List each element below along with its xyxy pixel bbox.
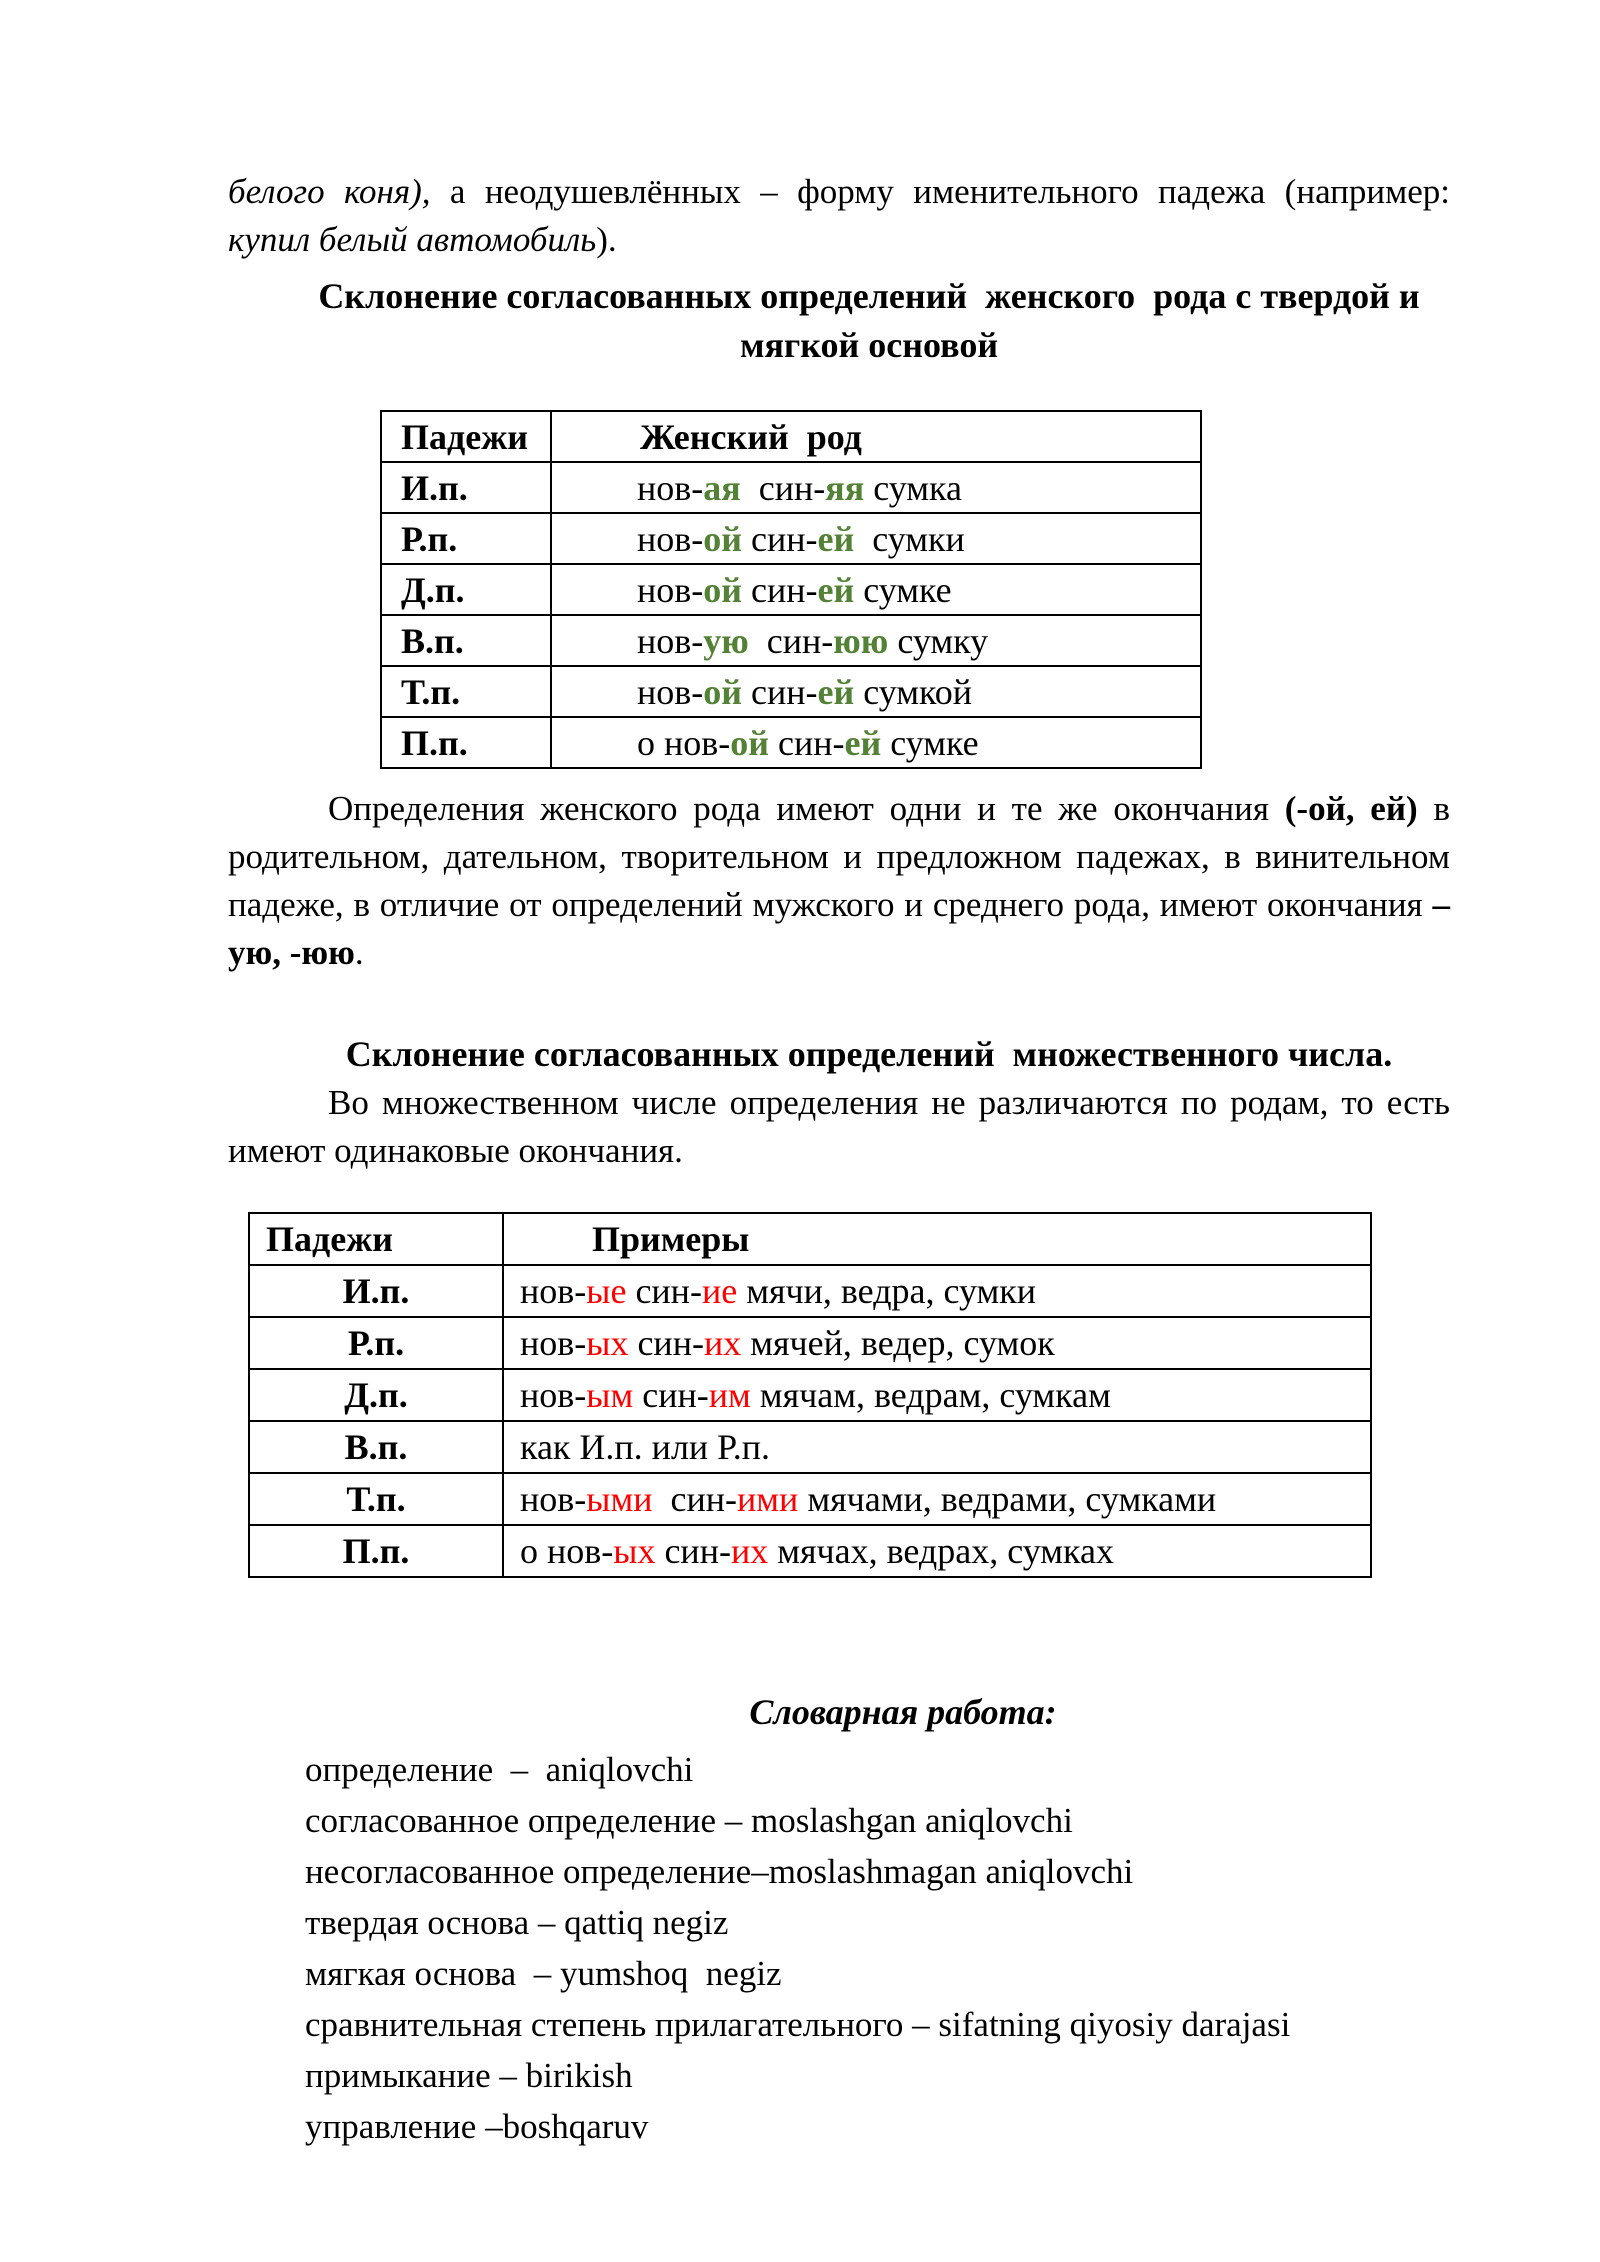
colored-ending: им <box>708 1375 751 1415</box>
case-label: П.п. <box>381 717 551 768</box>
feminine-declension-table <box>380 410 1202 769</box>
colored-ending: ей <box>817 569 855 610</box>
heading-plural-declension: Склонение согласованных определений множественного числа. <box>345 1034 1393 1074</box>
text-segment: нов- <box>520 1323 587 1363</box>
text-segment: . <box>354 933 364 972</box>
text-segment: син- <box>769 722 845 763</box>
text-segment: Определения женского рода имеют одни и те же окончания <box>328 789 1285 828</box>
vocabulary-list <box>305 1744 1450 2152</box>
text-segment: син- <box>633 1375 709 1415</box>
text-segment: сумке <box>881 722 979 763</box>
colored-ending: ая <box>703 467 741 508</box>
colored-ending: ыми <box>586 1479 653 1519</box>
colored-ending: ей <box>844 722 882 763</box>
text-segment: о нов- <box>637 722 731 763</box>
colored-ending: их <box>703 1323 742 1363</box>
examples-column-header: Примеры <box>503 1213 1371 1265</box>
text-segment: о нов- <box>520 1531 614 1571</box>
colored-ending: ие <box>701 1271 738 1311</box>
colored-ending: ые <box>586 1271 627 1311</box>
cases-column-header: Падежи <box>249 1213 503 1265</box>
example-cell <box>551 666 1201 717</box>
text-segment: купил белый автомобиль <box>228 220 597 259</box>
colored-ending: ую <box>703 620 749 661</box>
example-cell <box>503 1473 1371 1525</box>
text-segment: сумка <box>864 467 962 508</box>
case-label: Д.п. <box>381 564 551 615</box>
text-segment: син- <box>742 518 818 559</box>
text-segment: син- <box>748 620 834 661</box>
text-segment: мячами, ведрами, сумками <box>798 1479 1217 1519</box>
example-cell <box>551 615 1201 666</box>
vocabulary-item: несогласованное определение–moslashmagan aniqlovchi <box>305 1852 1134 1891</box>
text-segment: сумке <box>854 569 952 610</box>
vocabulary-item: управление –boshqaruv <box>305 2107 649 2146</box>
text-segment: мячах, ведрах, сумках <box>768 1531 1114 1571</box>
text-segment: нов- <box>637 620 704 661</box>
text-segment: а неодушевлённых – форму именительного падежа (например: <box>449 172 1451 211</box>
colored-ending: яя <box>825 467 865 508</box>
colored-ending: ой <box>730 722 770 763</box>
case-label: В.п. <box>249 1421 503 1473</box>
text-segment: мячам, ведрам, сумкам <box>750 1375 1111 1415</box>
text-segment: белого коня), <box>228 172 450 211</box>
table-row <box>381 564 1201 615</box>
text-segment: син- <box>628 1323 704 1363</box>
vocabulary-item: определение – aniqlovchi <box>305 1750 694 1789</box>
text-segment: мячей, ведер, сумок <box>741 1323 1055 1363</box>
colored-ending: ых <box>586 1323 629 1363</box>
vocabulary-item: примыкание – birikish <box>305 2056 633 2095</box>
text-segment: –ую, -юю <box>228 885 1450 972</box>
text-segment: син- <box>626 1271 702 1311</box>
case-label: И.п. <box>249 1265 503 1317</box>
text-segment: нов- <box>637 569 704 610</box>
feminine-endings-paragraph <box>228 785 1450 977</box>
case-label: Т.п. <box>381 666 551 717</box>
vocabulary-item: сравнительная степень прилагательного – sifatning qiyosiy darajasi <box>305 2005 1291 2044</box>
colored-ending: ей <box>817 518 855 559</box>
text-segment: в родительном, дательном, творительном и предложном падежах, в винительном падеже, в отличие от определений мужского и среднего рода, имеют окончания <box>228 789 1450 924</box>
text-segment: (-ой, ей) <box>1284 789 1418 828</box>
table-header-row <box>381 411 1201 462</box>
text-segment: сумки <box>854 518 965 559</box>
colored-ending: их <box>730 1531 769 1571</box>
example-cell <box>503 1421 1371 1473</box>
table-row <box>381 513 1201 564</box>
plural-declension-table <box>248 1212 1372 1578</box>
case-label: Д.п. <box>249 1369 503 1421</box>
text-segment: син- <box>742 671 818 712</box>
colored-ending: ой <box>703 518 743 559</box>
case-label: И.п. <box>381 462 551 513</box>
text-segment: как И.п. или Р.п. <box>520 1427 770 1467</box>
text-segment: нов- <box>520 1271 587 1311</box>
text-segment: мячи, ведра, сумки <box>737 1271 1037 1311</box>
table-row <box>249 1317 1371 1369</box>
plural-intro-paragraph: Во множественном числе определения не различаются по родам, то есть имеют одинаковые окончания. <box>228 1083 1450 1170</box>
colored-ending: ым <box>586 1375 634 1415</box>
case-label: Р.п. <box>381 513 551 564</box>
text-segment: нов- <box>637 467 704 508</box>
intro-paragraph <box>228 168 1450 264</box>
table-row <box>381 615 1201 666</box>
vocabulary-title: Словарная работа: <box>749 1692 1057 1732</box>
table-row <box>249 1265 1371 1317</box>
text-segment: нов- <box>520 1479 587 1519</box>
colored-ending: ой <box>703 569 743 610</box>
example-cell <box>551 717 1201 768</box>
table-row <box>249 1525 1371 1577</box>
heading-feminine-declension: Склонение согласованных определений женского рода с твердой и мягкой основой <box>318 276 1429 365</box>
example-cell <box>551 564 1201 615</box>
table-row <box>381 717 1201 768</box>
example-cell <box>551 462 1201 513</box>
table-header-row <box>249 1213 1371 1265</box>
text-segment: син- <box>742 569 818 610</box>
example-cell <box>503 1525 1371 1577</box>
example-cell <box>503 1369 1371 1421</box>
text-segment: син- <box>655 1531 731 1571</box>
text-segment: ). <box>596 220 617 259</box>
table-row <box>249 1473 1371 1525</box>
example-cell <box>503 1317 1371 1369</box>
example-cell <box>503 1265 1371 1317</box>
case-label: Р.п. <box>249 1317 503 1369</box>
table-row <box>249 1369 1371 1421</box>
text-segment: нов- <box>520 1375 587 1415</box>
cases-column-header: Падежи <box>381 411 551 462</box>
table-row <box>381 462 1201 513</box>
vocabulary-item: мягкая основа – yumshoq negiz <box>305 1954 782 1993</box>
colored-ending: ими <box>737 1479 799 1519</box>
text-segment: син- <box>652 1479 737 1519</box>
colored-ending: ей <box>817 671 855 712</box>
text-segment: син- <box>740 467 826 508</box>
colored-ending: ых <box>613 1531 656 1571</box>
case-label: П.п. <box>249 1525 503 1577</box>
example-cell <box>551 513 1201 564</box>
colored-ending: юю <box>833 620 889 661</box>
vocabulary-item: согласованное определение – moslashgan aniqlovchi <box>305 1801 1073 1840</box>
table-row <box>249 1421 1371 1473</box>
text-segment: сумку <box>888 620 989 661</box>
case-label: Т.п. <box>249 1473 503 1525</box>
text-segment: сумкой <box>854 671 972 712</box>
colored-ending: ой <box>703 671 743 712</box>
table-row <box>381 666 1201 717</box>
case-label: В.п. <box>381 615 551 666</box>
vocabulary-item: твердая основа – qattiq negiz <box>305 1903 729 1942</box>
text-segment: нов- <box>637 518 704 559</box>
examples-column-header: Женский род <box>551 411 1201 462</box>
text-segment: нов- <box>637 671 704 712</box>
